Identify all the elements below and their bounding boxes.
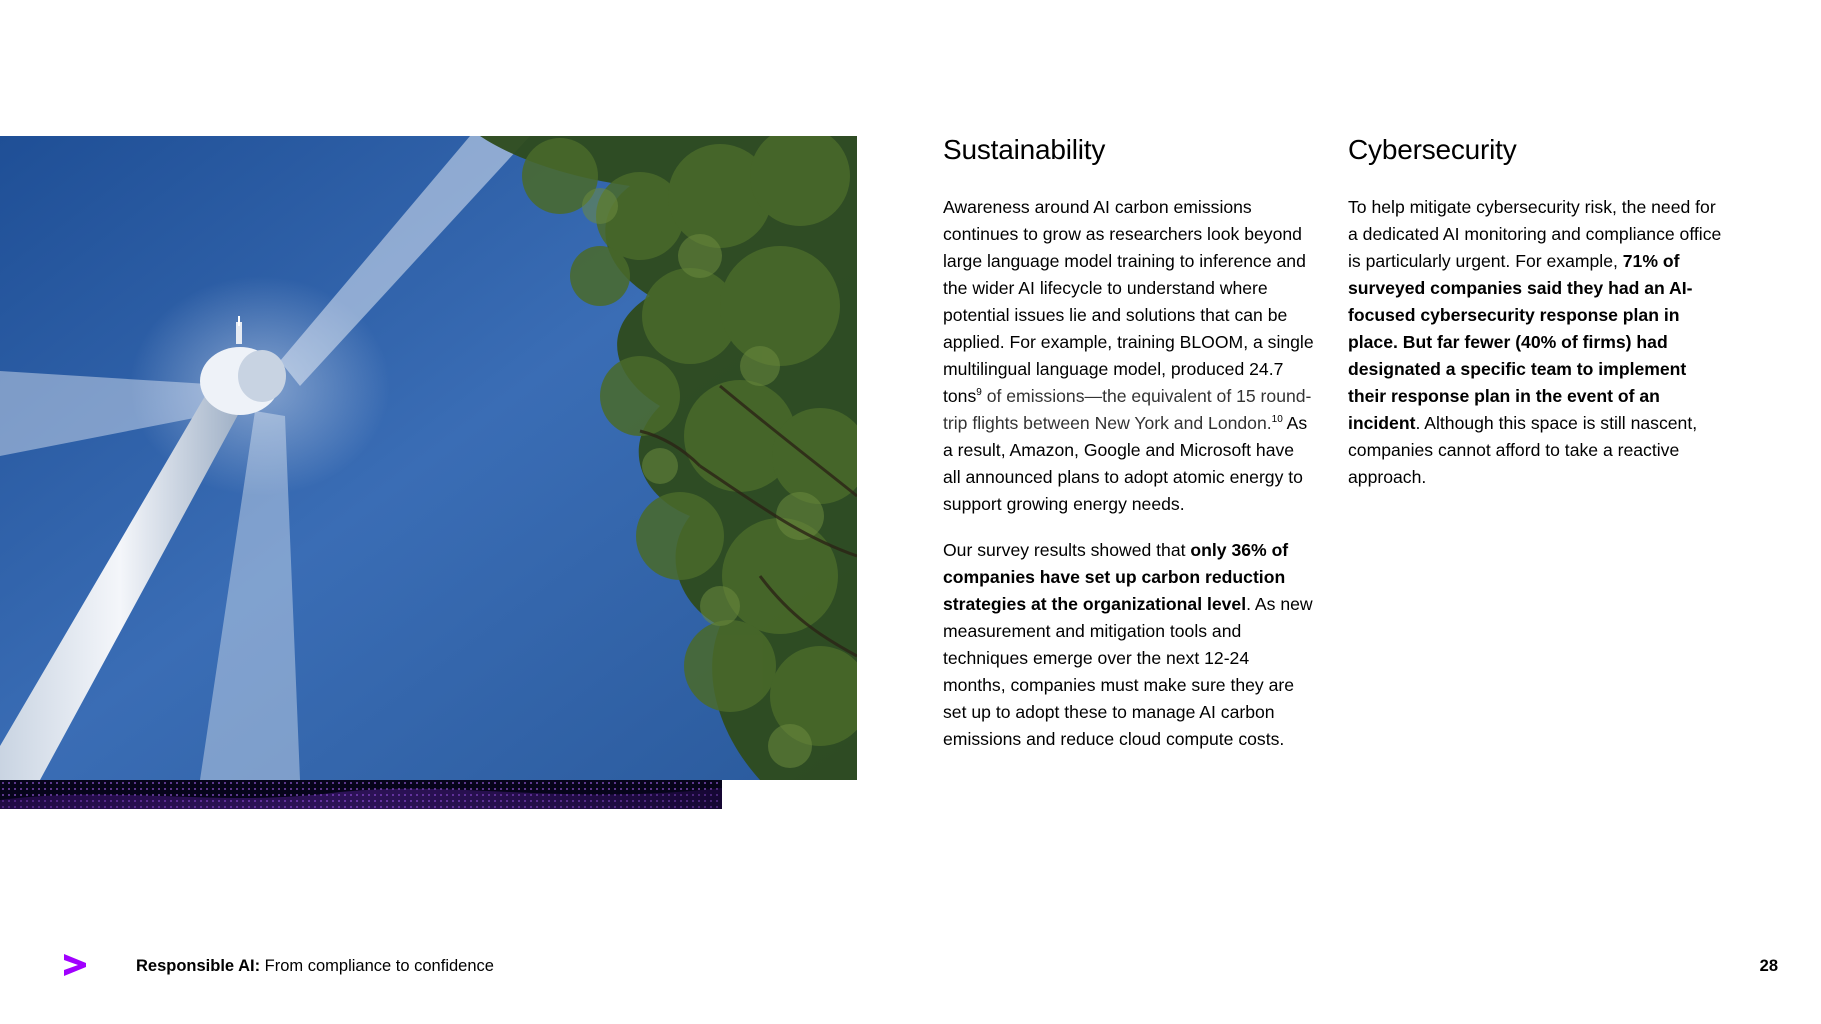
cybersecurity-heading: Cybersecurity: [1348, 134, 1517, 165]
decorative-particle-band: [0, 780, 722, 809]
sustainability-column: [943, 128, 1315, 772]
cybersecurity-column: [1348, 128, 1728, 510]
footnote-9: 9: [976, 387, 982, 399]
sustainability-p2-post: . As new measurement and mitigation tools and techniques emerge over the next 12-24 months, companies must make sure they are set up to adopt these to manage AI carbon emissions and reduce cloud compute costs.: [943, 594, 1313, 749]
sustainability-paragraph-2: [943, 537, 1315, 753]
footer-title-bold: Responsible AI:: [136, 957, 261, 975]
cybersecurity-paragraph-1: [1348, 194, 1728, 491]
cybersecurity-p1-pre: To help mitigate cybersecurity risk, the need for a dedicated AI monitoring and compliance office is particularly urgent. For example,: [1348, 197, 1722, 271]
sustainability-p1-text-c: As a result, Amazon, Google and Microsoft have all announced plans to adopt atomic energy to support growing energy needs.: [943, 413, 1308, 514]
footer-document-title: [136, 955, 494, 977]
sustainability-p1-text-a: Awareness around AI carbon emissions continues to grow as researchers look beyond large language model training to inference and the wider AI lifecycle to understand where potential issues lie and solutions that can be applied. For example, training BLOOM, a single multilingual language model, produced 24.7 tons: [943, 197, 1314, 406]
sustainability-p2-pre: Our survey results showed that: [943, 540, 1191, 560]
footer-title-rest: From compliance to confidence: [260, 957, 494, 975]
sustainability-heading: Sustainability: [943, 134, 1106, 165]
wind-turbine-image: [0, 136, 857, 780]
wind-turbine-photo: [0, 136, 857, 780]
footnote-10: 10: [1271, 414, 1283, 426]
sustainability-p2-highlight: only 36% of companies have set up carbon reduction strategies at the organizational level: [943, 540, 1289, 614]
page-number: 28: [1759, 957, 1778, 975]
particle-wave-graphic: [0, 780, 722, 809]
sustainability-paragraph-1: [943, 194, 1315, 518]
cybersecurity-p1-post: . Although this space is still nascent, companies cannot afford to take a reactive approach.: [1348, 413, 1698, 487]
accenture-chevron-icon: [62, 952, 88, 978]
cybersecurity-p1-highlight: 71% of surveyed companies said they had an AI-focused cybersecurity response plan in place. But far fewer (40% of firms) had designated a specific team to implement their response plan in the event of an incident: [1348, 251, 1693, 433]
sustainability-p1-text-b: of emissions—the equivalent of 15 round-trip flights between New York and London.: [943, 386, 1312, 433]
